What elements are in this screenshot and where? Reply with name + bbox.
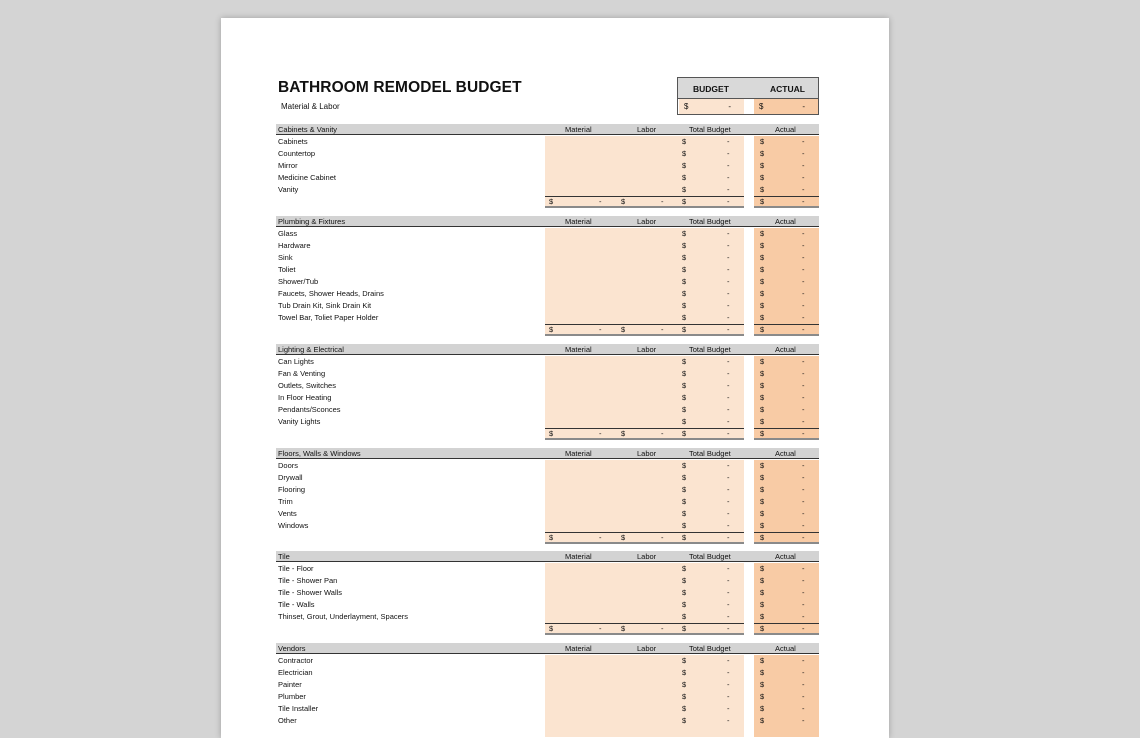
totals-bottom-border xyxy=(754,334,819,336)
total-value[interactable]: - xyxy=(727,313,730,322)
budget-total-currency: $ xyxy=(682,429,687,438)
actual-value[interactable]: - xyxy=(802,185,805,194)
actual-value[interactable]: - xyxy=(802,149,805,158)
actual-value[interactable]: - xyxy=(802,313,805,322)
actual-currency: $ xyxy=(760,229,765,238)
line-item-label: Trim xyxy=(278,497,293,506)
line-item-label: Medicine Cabinet xyxy=(278,173,336,182)
total-value[interactable]: - xyxy=(727,704,730,713)
budget-total-currency: $ xyxy=(682,325,687,334)
total-value[interactable]: - xyxy=(727,668,730,677)
column-header-actual: Actual xyxy=(775,125,796,134)
total-value[interactable]: - xyxy=(727,680,730,689)
total-value[interactable]: - xyxy=(727,473,730,482)
section-title: Lighting & Electrical xyxy=(278,345,344,354)
actual-total-value: - xyxy=(802,197,805,206)
actual-value[interactable]: - xyxy=(802,301,805,310)
column-header-actual: Actual xyxy=(775,345,796,354)
totals-bottom-border xyxy=(545,334,744,336)
actual-total-currency: $ xyxy=(760,325,765,334)
material-total-value: - xyxy=(599,429,602,438)
labor-total-currency: $ xyxy=(621,197,626,206)
line-item-label: Fan & Venting xyxy=(278,369,326,378)
labor-total-value: - xyxy=(661,533,664,542)
actual-currency: $ xyxy=(760,149,765,158)
column-header-labor: Labor xyxy=(637,217,657,226)
line-item-label: Can Lights xyxy=(278,357,314,366)
summary-header xyxy=(678,78,818,99)
total-value[interactable]: - xyxy=(727,253,730,262)
total-currency: $ xyxy=(682,716,687,725)
actual-total-currency: $ xyxy=(760,624,765,633)
column-header-total-budget: Total Budget xyxy=(689,125,731,134)
material-total-currency: $ xyxy=(549,533,554,542)
totals-bottom-border xyxy=(754,633,819,635)
total-currency: $ xyxy=(682,277,687,286)
total-currency: $ xyxy=(682,357,687,366)
column-header-total-budget: Total Budget xyxy=(689,552,731,561)
total-currency: $ xyxy=(682,509,687,518)
line-item-label: Other xyxy=(278,716,297,725)
labor-total-value: - xyxy=(661,429,664,438)
line-item-label: Tile - Shower Walls xyxy=(278,588,343,597)
actual-value[interactable]: - xyxy=(802,588,805,597)
total-currency: $ xyxy=(682,588,687,597)
total-value[interactable]: - xyxy=(727,576,730,585)
actual-currency: $ xyxy=(760,357,765,366)
column-header-material: Material xyxy=(565,125,592,134)
actual-currency: $ xyxy=(760,173,765,182)
column-header-labor: Labor xyxy=(637,552,657,561)
actual-currency: $ xyxy=(760,521,765,530)
line-item-label: Drywall xyxy=(278,473,303,482)
total-value[interactable]: - xyxy=(727,173,730,182)
actual-total-value: - xyxy=(802,429,805,438)
summary-gap xyxy=(744,99,754,114)
actual-currency: $ xyxy=(760,417,765,426)
line-item-label: Contractor xyxy=(278,656,314,665)
total-value[interactable]: - xyxy=(727,369,730,378)
total-value[interactable]: - xyxy=(727,381,730,390)
actual-value[interactable]: - xyxy=(802,509,805,518)
actual-value[interactable]: - xyxy=(802,393,805,402)
totals-bottom-border xyxy=(545,438,744,440)
actual-value[interactable]: - xyxy=(802,485,805,494)
actual-currency: $ xyxy=(760,485,765,494)
total-value[interactable]: - xyxy=(727,509,730,518)
line-item-label: Vanity xyxy=(278,185,299,194)
line-item-label: Faucets, Shower Heads, Drains xyxy=(278,289,384,298)
material-total-value: - xyxy=(599,325,602,334)
section-title: Floors, Walls & Windows xyxy=(278,449,361,458)
actual-currency: $ xyxy=(760,137,765,146)
section-header xyxy=(276,643,819,654)
line-item-label: Towel Bar, Toliet Paper Holder xyxy=(278,313,379,322)
actual-currency: $ xyxy=(760,381,765,390)
total-currency: $ xyxy=(682,417,687,426)
total-value[interactable]: - xyxy=(727,357,730,366)
total-currency: $ xyxy=(682,161,687,170)
summary-box xyxy=(677,77,819,115)
line-item-label: Toliet xyxy=(278,265,296,274)
material-total-currency: $ xyxy=(549,197,554,206)
actual-value[interactable]: - xyxy=(802,704,805,713)
actual-value[interactable]: - xyxy=(802,241,805,250)
actual-value[interactable]: - xyxy=(802,229,805,238)
budget-total-value: - xyxy=(727,197,730,206)
column-header-material: Material xyxy=(565,449,592,458)
actual-currency: $ xyxy=(760,253,765,262)
actual-total-currency: $ xyxy=(760,429,765,438)
total-currency: $ xyxy=(682,576,687,585)
column-header-labor: Labor xyxy=(637,345,657,354)
actual-total-currency: $ xyxy=(760,197,765,206)
material-labor-column-fill xyxy=(545,228,744,334)
actual-currency: $ xyxy=(760,656,765,665)
column-header-labor: Labor xyxy=(637,644,657,653)
column-header-material: Material xyxy=(565,644,592,653)
material-total-value: - xyxy=(599,533,602,542)
line-item-label: Tub Drain Kit, Sink Drain Kit xyxy=(278,301,372,310)
column-header-labor: Labor xyxy=(637,449,657,458)
line-item-label: Tile - Floor xyxy=(278,564,314,573)
total-currency: $ xyxy=(682,473,687,482)
line-item-label: Painter xyxy=(278,680,302,689)
total-value[interactable]: - xyxy=(727,301,730,310)
total-currency: $ xyxy=(682,253,687,262)
column-header-total-budget: Total Budget xyxy=(689,217,731,226)
line-item-label: Outlets, Switches xyxy=(278,381,336,390)
totals-bottom-border xyxy=(754,206,819,208)
actual-currency: $ xyxy=(760,680,765,689)
line-item-label: Hardware xyxy=(278,241,311,250)
column-header-material: Material xyxy=(565,217,592,226)
actual-value[interactable]: - xyxy=(802,173,805,182)
actual-value[interactable]: - xyxy=(802,381,805,390)
actual-total-value: - xyxy=(802,624,805,633)
total-value[interactable]: - xyxy=(727,692,730,701)
column-header-labor: Labor xyxy=(637,125,657,134)
total-currency: $ xyxy=(682,149,687,158)
total-currency: $ xyxy=(682,393,687,402)
total-currency: $ xyxy=(682,656,687,665)
actual-currency: $ xyxy=(760,265,765,274)
line-item-label: Glass xyxy=(278,229,298,238)
actual-total-value: - xyxy=(802,325,805,334)
total-currency: $ xyxy=(682,185,687,194)
total-currency: $ xyxy=(682,313,687,322)
totals-top-border xyxy=(545,196,744,197)
actual-value[interactable]: - xyxy=(802,656,805,665)
total-currency: $ xyxy=(682,497,687,506)
actual-value[interactable]: - xyxy=(802,521,805,530)
currency-sign: $ xyxy=(759,102,764,111)
totals-top-border xyxy=(545,428,744,429)
actual-currency: $ xyxy=(760,369,765,378)
total-currency: $ xyxy=(682,485,687,494)
total-value[interactable]: - xyxy=(727,497,730,506)
actual-currency: $ xyxy=(760,509,765,518)
totals-bottom-border xyxy=(754,542,819,544)
column-header-actual: Actual xyxy=(775,644,796,653)
actual-currency: $ xyxy=(760,301,765,310)
line-item-label: Tile - Shower Pan xyxy=(278,576,338,585)
total-currency: $ xyxy=(682,381,687,390)
actual-currency: $ xyxy=(760,185,765,194)
totals-bottom-border xyxy=(754,438,819,440)
labor-total-value: - xyxy=(661,325,664,334)
actual-currency: $ xyxy=(760,716,765,725)
actual-currency: $ xyxy=(760,692,765,701)
total-value[interactable]: - xyxy=(727,564,730,573)
section-header xyxy=(276,551,819,562)
actual-currency: $ xyxy=(760,241,765,250)
section-title: Vendors xyxy=(278,644,306,653)
actual-value[interactable]: - xyxy=(802,461,805,470)
total-value[interactable]: - xyxy=(727,417,730,426)
line-item-label: Electrician xyxy=(278,668,313,677)
actual-currency: $ xyxy=(760,161,765,170)
total-value[interactable]: - xyxy=(727,588,730,597)
labor-total-currency: $ xyxy=(621,325,626,334)
actual-currency: $ xyxy=(760,289,765,298)
actual-value[interactable]: - xyxy=(802,680,805,689)
total-currency: $ xyxy=(682,301,687,310)
actual-value[interactable]: - xyxy=(802,357,805,366)
total-currency: $ xyxy=(682,173,687,182)
line-item-label: Flooring xyxy=(278,485,306,494)
actual-value[interactable]: - xyxy=(802,253,805,262)
line-item-label: Shower/Tub xyxy=(278,277,319,286)
actual-value[interactable]: - xyxy=(802,692,805,701)
totals-bottom-border xyxy=(545,206,744,208)
total-value[interactable]: - xyxy=(727,461,730,470)
labor-total-value: - xyxy=(661,197,664,206)
total-currency: $ xyxy=(682,461,687,470)
actual-value[interactable]: - xyxy=(802,417,805,426)
actual-currency: $ xyxy=(760,393,765,402)
column-header-total-budget: Total Budget xyxy=(689,449,731,458)
material-total-value: - xyxy=(599,624,602,633)
labor-total-currency: $ xyxy=(621,624,626,633)
actual-value[interactable]: - xyxy=(802,612,805,621)
labor-total-value: - xyxy=(661,624,664,633)
totals-bottom-border xyxy=(545,542,744,544)
summary-actual-value: - xyxy=(802,102,805,111)
total-currency: $ xyxy=(682,265,687,274)
page-title: BATHROOM REMODEL BUDGET xyxy=(278,79,522,96)
totals-top-border xyxy=(545,623,744,624)
actual-value[interactable]: - xyxy=(802,405,805,414)
actual-currency: $ xyxy=(760,600,765,609)
section-title: Plumbing & Fixtures xyxy=(278,217,346,226)
summary-actual-label: ACTUAL xyxy=(770,84,805,94)
actual-value[interactable]: - xyxy=(802,161,805,170)
line-item-label: Plumber xyxy=(278,692,306,701)
currency-sign: $ xyxy=(684,102,689,111)
actual-currency: $ xyxy=(760,704,765,713)
budget-total-value: - xyxy=(727,429,730,438)
column-header-total-budget: Total Budget xyxy=(689,644,731,653)
actual-value[interactable]: - xyxy=(802,277,805,286)
actual-currency: $ xyxy=(760,473,765,482)
total-currency: $ xyxy=(682,405,687,414)
summary-budget-cell[interactable] xyxy=(679,99,744,114)
total-value[interactable]: - xyxy=(727,405,730,414)
actual-currency: $ xyxy=(760,277,765,286)
budget-total-currency: $ xyxy=(682,197,687,206)
actual-value[interactable]: - xyxy=(802,369,805,378)
actual-value[interactable]: - xyxy=(802,289,805,298)
total-currency: $ xyxy=(682,612,687,621)
actual-value[interactable]: - xyxy=(802,497,805,506)
total-currency: $ xyxy=(682,668,687,677)
budget-total-currency: $ xyxy=(682,624,687,633)
total-value[interactable]: - xyxy=(727,485,730,494)
total-value[interactable]: - xyxy=(727,185,730,194)
material-labor-column-fill xyxy=(545,655,744,737)
actual-value[interactable]: - xyxy=(802,473,805,482)
section-title: Cabinets & Vanity xyxy=(278,125,338,134)
material-labor-column-fill xyxy=(545,356,744,438)
total-currency: $ xyxy=(682,369,687,378)
total-currency: $ xyxy=(682,241,687,250)
total-value[interactable]: - xyxy=(727,612,730,621)
summary-budget-value: - xyxy=(728,102,731,111)
actual-currency: $ xyxy=(760,576,765,585)
total-currency: $ xyxy=(682,521,687,530)
total-value[interactable]: - xyxy=(727,241,730,250)
column-header-material: Material xyxy=(565,345,592,354)
actual-currency: $ xyxy=(760,461,765,470)
column-header-actual: Actual xyxy=(775,449,796,458)
material-total-currency: $ xyxy=(549,325,554,334)
material-labor-column-fill xyxy=(545,460,744,542)
line-item-label: Windows xyxy=(278,521,309,530)
material-total-currency: $ xyxy=(549,624,554,633)
total-value[interactable]: - xyxy=(727,521,730,530)
section-header xyxy=(276,124,819,135)
section-header xyxy=(276,344,819,355)
actual-value[interactable]: - xyxy=(802,265,805,274)
total-value[interactable]: - xyxy=(727,137,730,146)
line-item-label: Vanity Lights xyxy=(278,417,321,426)
page-subtitle: Material & Labor xyxy=(281,102,340,111)
total-value[interactable]: - xyxy=(727,161,730,170)
line-item-label: Doors xyxy=(278,461,299,470)
actual-currency: $ xyxy=(760,668,765,677)
actual-value[interactable]: - xyxy=(802,576,805,585)
total-currency: $ xyxy=(682,289,687,298)
labor-total-currency: $ xyxy=(621,533,626,542)
actual-total-currency: $ xyxy=(760,533,765,542)
budget-total-value: - xyxy=(727,624,730,633)
column-header-actual: Actual xyxy=(775,217,796,226)
material-total-value: - xyxy=(599,197,602,206)
total-value[interactable]: - xyxy=(727,229,730,238)
column-header-actual: Actual xyxy=(775,552,796,561)
actual-currency: $ xyxy=(760,612,765,621)
line-item-label: Thinset, Grout, Underlayment, Spacers xyxy=(278,612,409,621)
line-item-label: Sink xyxy=(278,253,293,262)
line-item-label: Cabinets xyxy=(278,137,308,146)
material-total-currency: $ xyxy=(549,429,554,438)
totals-top-border xyxy=(545,324,744,325)
section-header xyxy=(276,216,819,227)
line-item-label: Pendants/Sconces xyxy=(278,405,341,414)
total-value[interactable]: - xyxy=(727,600,730,609)
line-item-label: Mirror xyxy=(278,161,298,170)
actual-value[interactable]: - xyxy=(802,716,805,725)
column-header-material: Material xyxy=(565,552,592,561)
total-value[interactable]: - xyxy=(727,716,730,725)
line-item-label: Countertop xyxy=(278,149,316,158)
labor-total-currency: $ xyxy=(621,429,626,438)
budget-total-value: - xyxy=(727,533,730,542)
total-value[interactable]: - xyxy=(727,393,730,402)
line-item-label: In Floor Heating xyxy=(278,393,332,402)
total-value[interactable]: - xyxy=(727,656,730,665)
total-currency: $ xyxy=(682,229,687,238)
summary-actual-cell[interactable] xyxy=(754,99,818,114)
actual-value[interactable]: - xyxy=(802,137,805,146)
line-item-label: Tile Installer xyxy=(278,704,319,713)
actual-currency: $ xyxy=(760,313,765,322)
actual-currency: $ xyxy=(760,564,765,573)
totals-top-border xyxy=(545,532,744,533)
actual-value[interactable]: - xyxy=(802,600,805,609)
total-value[interactable]: - xyxy=(727,277,730,286)
actual-value[interactable]: - xyxy=(802,564,805,573)
total-value[interactable]: - xyxy=(727,149,730,158)
total-value[interactable]: - xyxy=(727,265,730,274)
total-currency: $ xyxy=(682,137,687,146)
total-currency: $ xyxy=(682,704,687,713)
total-currency: $ xyxy=(682,600,687,609)
column-header-total-budget: Total Budget xyxy=(689,345,731,354)
summary-budget-label: BUDGET xyxy=(693,84,729,94)
budget-total-value: - xyxy=(727,325,730,334)
actual-currency: $ xyxy=(760,588,765,597)
actual-value[interactable]: - xyxy=(802,668,805,677)
total-value[interactable]: - xyxy=(727,289,730,298)
total-currency: $ xyxy=(682,564,687,573)
section-title: Tile xyxy=(278,552,290,561)
total-currency: $ xyxy=(682,692,687,701)
total-currency: $ xyxy=(682,680,687,689)
totals-bottom-border xyxy=(545,633,744,635)
actual-total-value: - xyxy=(802,533,805,542)
budget-total-currency: $ xyxy=(682,533,687,542)
line-item-label: Tile - Walls xyxy=(278,600,315,609)
actual-currency: $ xyxy=(760,497,765,506)
line-item-label: Vents xyxy=(278,509,297,518)
actual-currency: $ xyxy=(760,405,765,414)
